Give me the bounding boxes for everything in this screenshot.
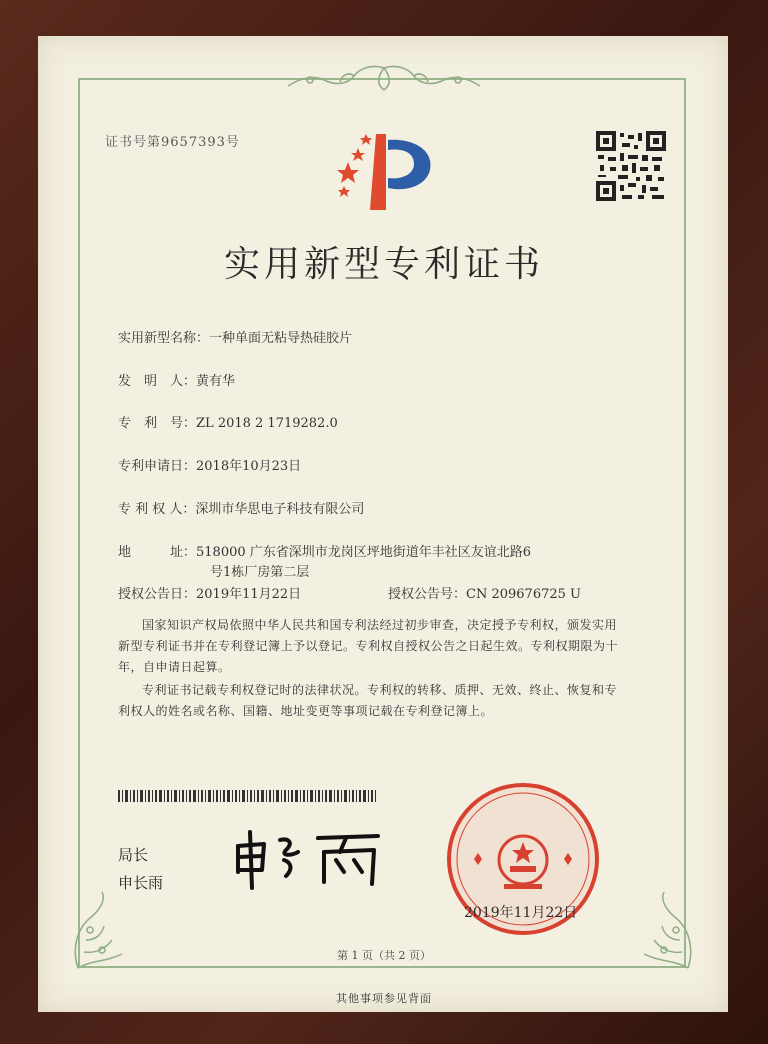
top-ornament [280, 62, 488, 96]
field-address-line1: 518000 广东省深圳市龙岗区坪地街道年丰社区友谊北路6 [196, 545, 532, 560]
field-patent-number-label: 专 利 号： [118, 416, 197, 431]
field-patentee [118, 498, 364, 517]
field-filing-date-label: 专利申请日： [118, 459, 197, 474]
patent-office-logo [330, 130, 440, 212]
field-filing-date-value: 2018年10月23日 [196, 459, 302, 474]
field-grant-number [388, 583, 581, 602]
body-p1-line1: 国家知识产权局依照中华人民共和国专利法经过初步审查，决定授予专利权，颁发实用 [142, 618, 618, 632]
field-grant-number-label: 授权公告号： [388, 587, 467, 602]
field-inventor-label: 发 明 人： [118, 374, 197, 389]
field-inventor-value: 黄有华 [196, 374, 236, 389]
certificate-number: 证书号第9657393号 [105, 135, 240, 150]
field-patent-number [118, 412, 338, 431]
field-filing-date [118, 455, 301, 474]
field-patent-number-value: ZL 2018 2 1719282.0 [196, 416, 338, 431]
body-paragraph-1 [118, 615, 638, 678]
body-paragraph-2 [118, 680, 638, 722]
field-name-value: 一种单面无粘导热硅胶片 [209, 331, 353, 346]
seal-date: 2019年11月22日 [464, 905, 578, 921]
body-p2-line1: 专利证书记载专利权登记时的法律状况。专利权的转移、质押、无效、终止、恢复和专 [142, 683, 618, 697]
field-inventor [118, 370, 235, 389]
body-p2-line2: 利权人的姓名或名称、国籍、地址变更等事项记载在专利登记簿上。 [118, 704, 494, 718]
field-grant-date-value: 2019年11月22日 [196, 587, 302, 602]
director-title: 局长 [118, 846, 149, 864]
field-patentee-value: 深圳市华思电子科技有限公司 [195, 502, 365, 517]
field-address-line2: 号1栋厂房第二层 [210, 565, 310, 580]
field-patentee-label: 专 利 权 人： [118, 502, 196, 517]
page-number: 第 1 页（共 2 页） [337, 949, 431, 962]
field-grant-number-value: CN 209676725 U [466, 587, 581, 602]
barcode [118, 790, 378, 802]
field-grant-date [118, 583, 301, 602]
director-name: 申长雨 [118, 874, 164, 892]
body-p1-line2: 新型专利证书并在专利登记簿上予以登记。专利权自授权公告之日起生效。专利权期限为十 [118, 639, 619, 653]
field-name-label: 实用新型名称： [118, 331, 210, 346]
field-grant-date-label: 授权公告日： [118, 587, 197, 602]
qr-code[interactable] [596, 131, 666, 201]
field-address [118, 541, 531, 560]
field-name [118, 327, 352, 346]
certificate-title: 实用新型专利证书 [223, 244, 544, 285]
body-p1-line3: 年，自申请日起算。 [118, 660, 231, 674]
field-address-label: 地 址： [118, 545, 197, 560]
director-signature [228, 826, 388, 890]
footer-note: 其他事项参见背面 [336, 992, 432, 1005]
